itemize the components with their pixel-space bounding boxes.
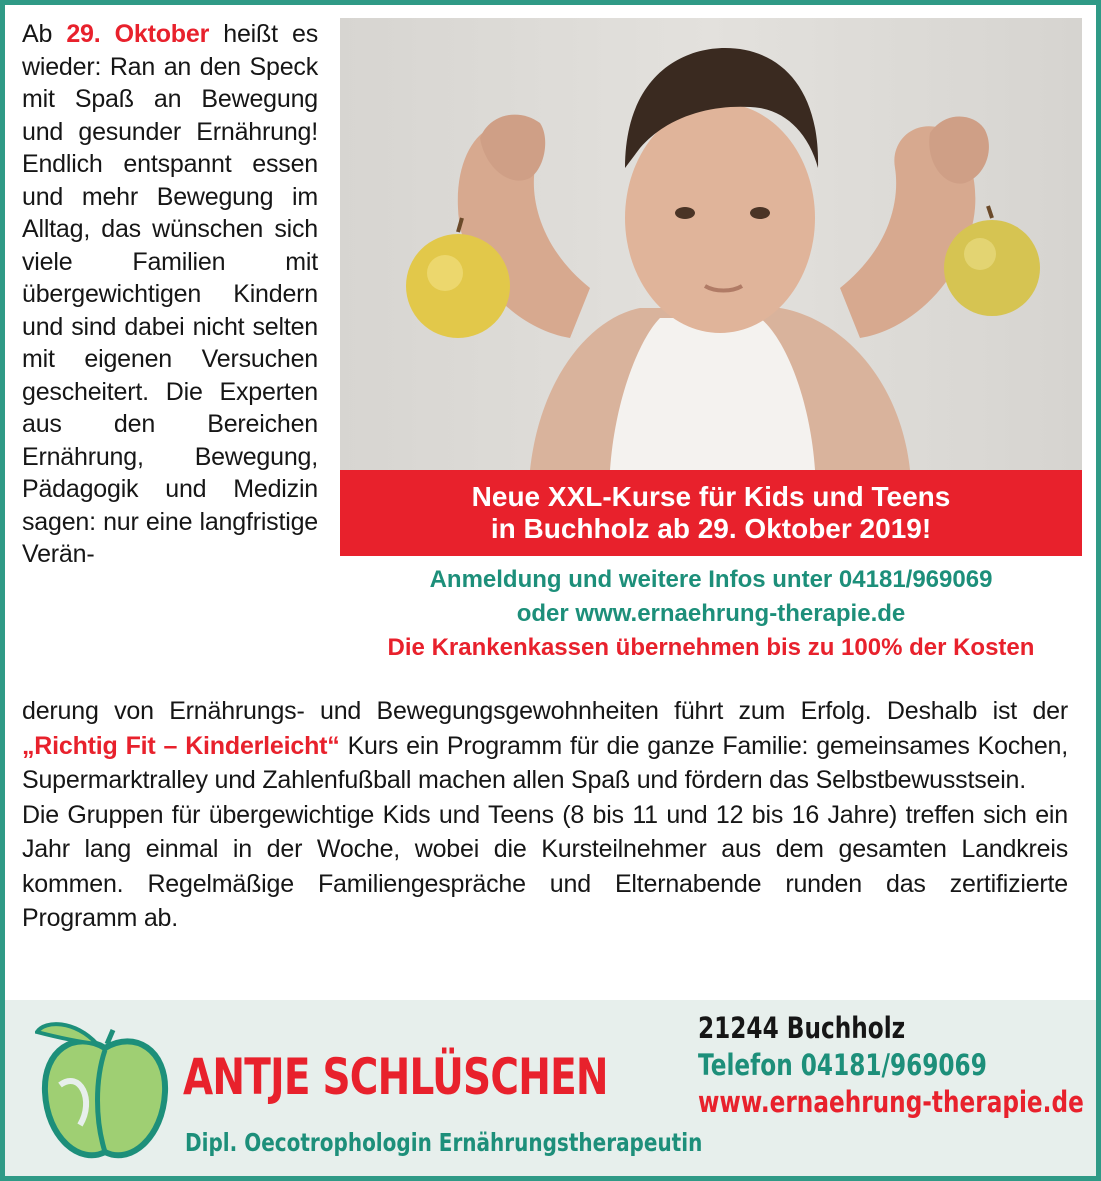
promo-line-2: in Buchholz ab 29. Oktober 2019! (490, 513, 932, 544)
contact-city: 21244 Buchholz (698, 1011, 906, 1045)
intro-column (22, 18, 318, 571)
info-line-1: Anmeldung und weitere Infos unter 04181/969069 (429, 566, 993, 593)
promo-line-1: Neue XXL-Kurse für Kids und Teens (471, 481, 951, 512)
intro-date-highlight: 29. Oktober (66, 20, 210, 48)
body-p1-start: derung von Ernährungs- und Bewegungsgewohnheiten führt zum Erfolg. Deshalb ist der (22, 697, 1068, 725)
promo-banner (340, 470, 1082, 556)
intro-text: heißt es wieder: Ran an den Speck mit Spaß an Bewegung und gesunder Ernährung! Endlich entspannt essen und mehr Bewegung im Alltag, das wünschen sich viele Familien mit übergewichtigen Kindern und sind dabei nicht selten mit eigenen Versuchen gescheitert. Die Experten aus den Bereichen Ernährung, Bewegung, Pädagogik und Medizin sagen: nur eine langfristige Verän- (22, 20, 318, 568)
brand-name: ANTJE SCHLÜSCHEN (183, 1048, 608, 1106)
footer (5, 1000, 1096, 1176)
info-block (340, 563, 1082, 665)
apple-logo-icon (35, 1010, 175, 1170)
body-p1-end: Kurs ein Programm für die ganze Familie: gemeinsames Kochen, Supermarktralley und Zahlenfußball machen allen Spaß und fördern das Selbstbewusstsein. (22, 731, 1068, 794)
top-section (22, 18, 1082, 698)
body-text (22, 694, 1068, 936)
contact-block (698, 1010, 1084, 1121)
brand-title: Dipl. Oecotrophologin Ernährungstherapeutin (185, 1128, 703, 1157)
course-name: „Richtig Fit – Kinderleicht“ (22, 731, 340, 760)
insurance-note: Die Krankenkassen übernehmen bis zu 100% der Kosten (387, 634, 1035, 661)
info-line-2: oder www.ernaehrung-therapie.de (516, 600, 906, 627)
boy-with-apples-illustration (340, 18, 1082, 470)
hero-photo (340, 18, 1082, 470)
contact-website[interactable]: www.ernaehrung-therapie.de (698, 1085, 1084, 1119)
intro-lead: Ab (22, 20, 53, 48)
body-paragraph-1 (22, 694, 1068, 798)
body-paragraph-2: Die Gruppen für übergewichtige Kids und Teens (8 bis 11 und 12 bis 16 Jahre) treffen sich ein Jahr lang einmal in der Woche, wobei die Kursteilnehmer aus dem gesamten Landkreis kommen. Regelmäßige Familiengespräche und Elternabende runden das zertifizierte Programm ab. (22, 800, 1068, 932)
contact-phone[interactable]: Telefon 04181/969069 (698, 1048, 987, 1082)
